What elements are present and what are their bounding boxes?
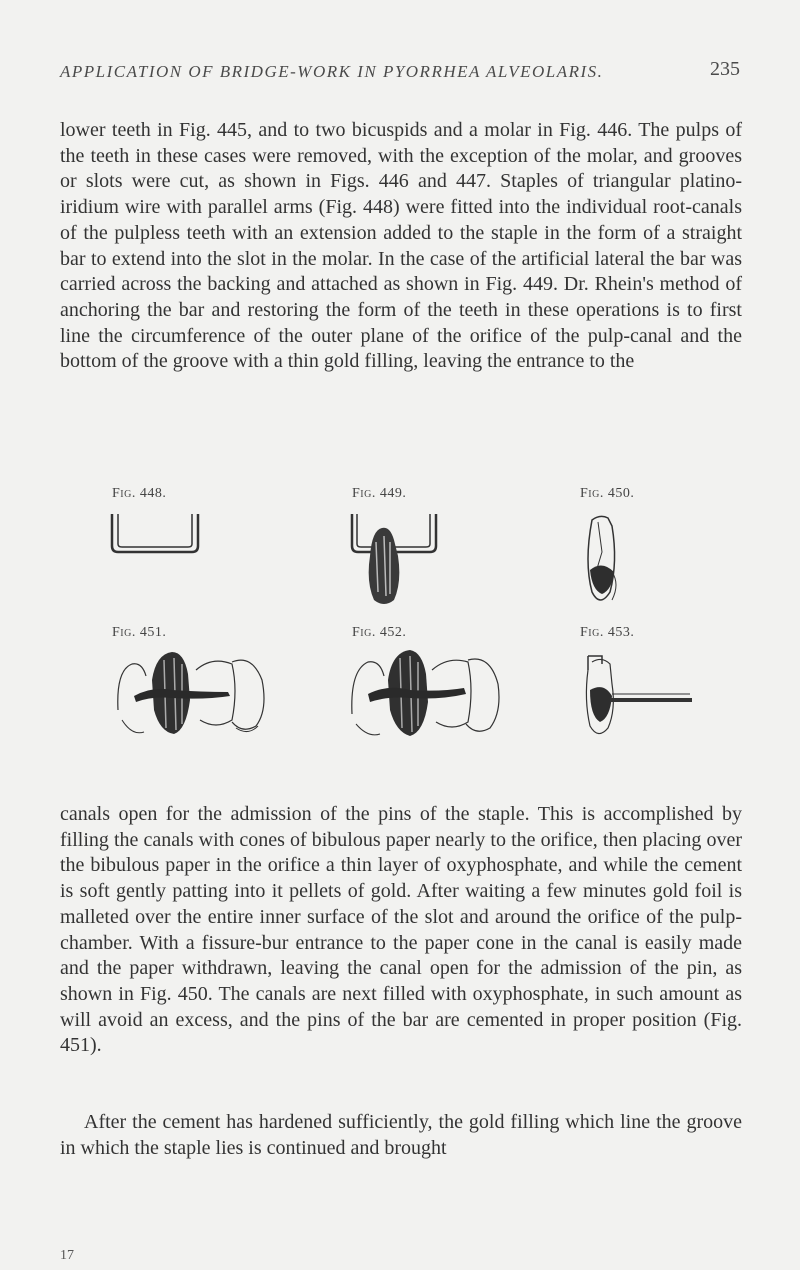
fig-452-bridge-illustration (344, 640, 504, 750)
signature-mark: 17 (60, 1248, 74, 1263)
fig-453-label: Fig. 453. (580, 625, 635, 640)
fig-449-label: Fig. 449. (352, 486, 407, 501)
running-header (60, 58, 740, 92)
page-number: 235 (710, 58, 740, 80)
paragraph-3: After the cement has hardened sufficiently, the gold filling which line the groove in which the staple lies is continued and brought (60, 1111, 742, 1159)
fig-449-staple-in-tooth-illustration (342, 512, 452, 612)
fig-448-staple-illustration (108, 512, 204, 572)
fig-453-tooth-bar-illustration (582, 640, 702, 750)
fig-450-tooth-section-illustration (582, 512, 642, 612)
fig-451-bridge-illustration (112, 640, 272, 750)
fig-451-label: Fig. 451. (112, 625, 167, 640)
paragraph-1: lower teeth in Fig. 445, and to two bicuspids and a molar in Fig. 446. The pulps of the teeth in these cases were removed, with the exception of the molar, and grooves or slots were cut, as shown in Figs. 446 and 447. Staples of triangular platino-iridium wire with parallel arms (Fig. 448) were fitted into the individual root-canals of the pulpless teeth with an extension added to the staple in the form of a straight bar to extend into the slot in the molar. In the case of the artificial lateral the bar was carried across the backing and attached as shown in Fig. 449. Dr. Rhein's method of anchoring the bar and restoring the form of the teeth in these operations is to first line the circumference of the outer plane of the orifice of the pulp-canal and the bottom of the groove with a thin gold filling, leaving the entrance to the (60, 119, 742, 373)
paragraph-2 (60, 802, 742, 1059)
fig-448-label: Fig. 448. (112, 486, 167, 501)
fig-450-label: Fig. 450. (580, 486, 635, 501)
running-title: APPLICATION OF BRIDGE-WORK IN PYORRHEA ALVEOLARIS. (60, 62, 604, 81)
fig-452-label: Fig. 452. (352, 625, 407, 640)
paragraph-2-text: canals open for the admission of the pins of the staple. This is accomplished by filling the canals with cones of bibulous paper nearly to the orifice, then placing over the bibulous paper in the orifice a thin layer of oxyphosphate, and while the cement is soft gently patting into it pellets of gold. After waiting a few minutes gold foil is malleted over the entire inner surface of the slot and around the orifice of the pulp-chamber. With a fissure-bur entrance to the paper cone in the canal is easily made and the paper withdrawn, leaving the canal open for the admission of the pin, as shown in Fig. 450. The canals are next filled with oxyphosphate, in such amount as will avoid an excess, and the pins of the bar are cemented in proper position (Fig. 451). (60, 803, 742, 1057)
